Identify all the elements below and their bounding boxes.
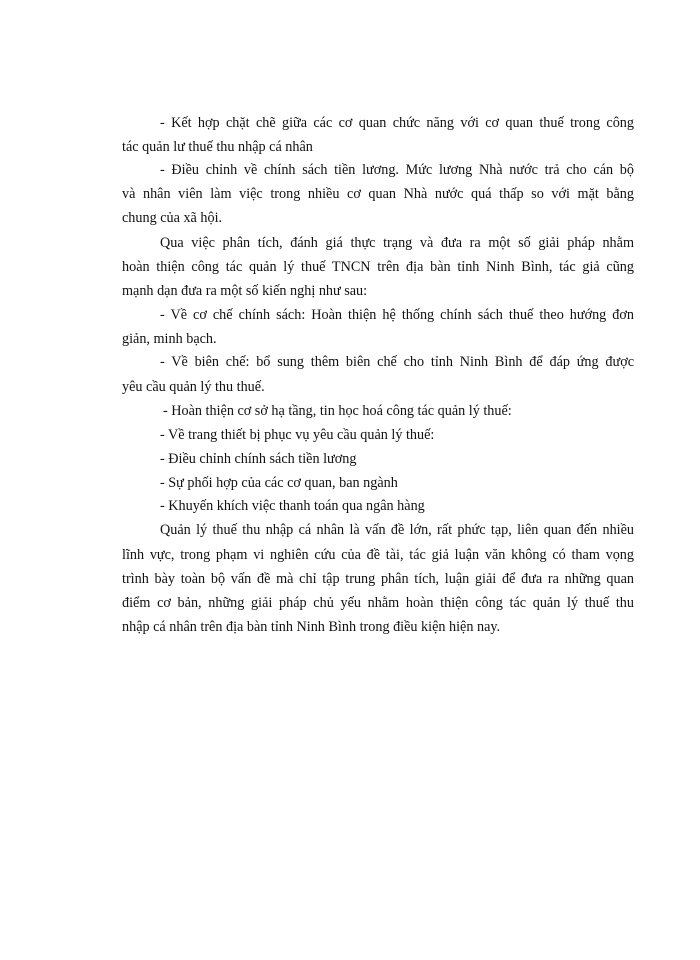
list-item-salary-policy: - Điều chỉnh chính sách tiền lương xyxy=(160,451,357,467)
list-item-agency-coordination: - Sự phối hợp của các cơ quan, ban ngành xyxy=(160,475,398,491)
paragraph-coordination-line-1: - Kết hợp chặt chẽ giữa các cơ quan chức năng với cơ quan thuế trong công xyxy=(160,115,634,131)
paragraph-analysis-line-3: mạnh dạn đưa ra một số kiến nghị như sau: xyxy=(122,283,368,299)
paragraph-salary-line-1: - Điều chỉnh về chính sách tiền lương. Mức lương Nhà nước trả cho cán bộ xyxy=(160,162,634,178)
paragraph-policy-line-1: - Về cơ chế chính sách: Hoàn thiện hệ thống chính sách thuế theo hướng đơn xyxy=(160,307,634,323)
list-item-equipment: - Về trang thiết bị phục vụ yêu cầu quản lý thuế: xyxy=(160,427,435,443)
paragraph-conclusion-line-3: trình bày toàn bộ vấn đề mà chỉ tập trung phân tích, luận giải để đưa ra những quan xyxy=(122,571,634,587)
paragraph-policy-line-2: giản, minh bạch. xyxy=(122,331,217,347)
paragraph-analysis-line-2: hoàn thiện công tác quản lý thuế TNCN trên địa bàn tỉnh Ninh Bình, tác giả cũng xyxy=(122,259,634,275)
paragraph-salary-line-3: chung của xã hội. xyxy=(122,210,223,226)
paragraph-conclusion-line-4: điểm cơ bản, những giải pháp chủ yếu nhằm hoàn thiện công tác quản lý thuế thu xyxy=(122,595,634,611)
paragraph-conclusion-line-5: nhập cá nhân trên địa bàn tỉnh Ninh Bình trong điều kiện hiện nay. xyxy=(122,619,501,635)
paragraph-conclusion-line-2: lĩnh vực, trong phạm vi nghiên cứu của đề tài, tác giả luận văn không có tham vọng xyxy=(122,547,634,563)
paragraph-conclusion-line-1: Quản lý thuế thu nhập cá nhân là vấn đề lớn, rất phức tạp, liên quan đến nhiều xyxy=(160,522,634,538)
list-item-bank-payment: - Khuyến khích việc thanh toán qua ngân hàng xyxy=(160,498,425,514)
paragraph-salary-line-2: và nhân viên làm việc trong nhiều cơ quan Nhà nước quá thấp so với mặt bằng xyxy=(122,186,634,202)
paragraph-staffing-line-2: yêu cầu quản lý thu thuế. xyxy=(122,379,265,395)
paragraph-coordination-line-2: tác quản lư thuế thu nhập cá nhân xyxy=(122,139,313,155)
paragraph-staffing-line-1: - Về biên chế: bổ sung thêm biên chế cho tỉnh Ninh Bình để đáp ứng được xyxy=(160,354,634,370)
paragraph-analysis-line-1: Qua việc phân tích, đánh giá thực trạng và đưa ra một số giải pháp nhằm xyxy=(160,235,634,251)
list-item-infrastructure: - Hoàn thiện cơ sở hạ tầng, tin học hoá công tác quản lý thuế: xyxy=(163,403,512,419)
